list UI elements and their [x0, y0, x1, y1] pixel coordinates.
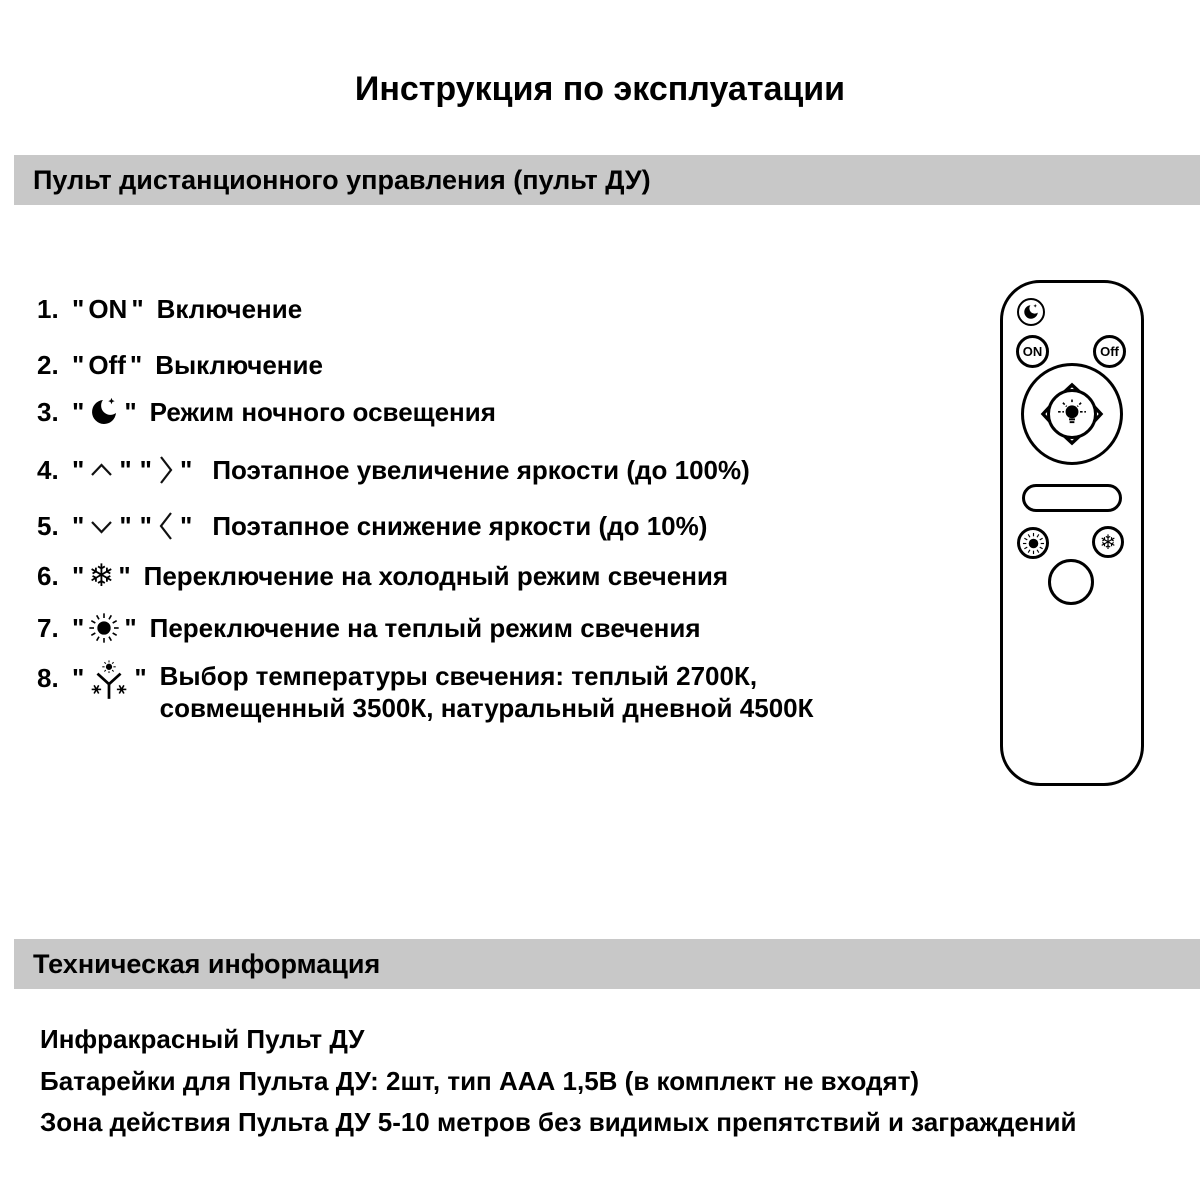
list-item-number: 2.	[37, 349, 59, 380]
quote-mark: "	[72, 612, 85, 643]
chevron-up-icon	[88, 457, 115, 484]
round-button	[1048, 559, 1094, 605]
quote-mark: "	[72, 510, 85, 541]
snowflake-icon: ❄	[1099, 530, 1117, 554]
remote-illustration	[1000, 280, 1144, 786]
quote-mark: "	[139, 510, 152, 541]
tech-line-range: Зона действия Пульта ДУ 5-10 метров без видимых препятствий и заграждений	[40, 1106, 1077, 1137]
list-item-number: 7.	[37, 612, 59, 643]
section-header-tech	[14, 939, 1200, 989]
quote-mark: "	[72, 663, 85, 693]
section-header-tech-label: Техническая информация	[33, 948, 381, 979]
chevron-left-icon	[156, 510, 176, 542]
list-item-text: Режим ночного освещения	[149, 396, 496, 427]
moon-icon	[88, 396, 120, 428]
quote-mark: "	[72, 293, 85, 324]
quote-mark: "	[72, 396, 85, 427]
tech-line-batteries: Батарейки для Пульта ДУ: 2шт, тип ААА 1,5В (в комплект не входят)	[40, 1065, 920, 1096]
chevron-right-icon	[156, 454, 176, 486]
chevron-down-icon	[88, 513, 115, 540]
warm-sun-icon	[1022, 532, 1045, 555]
quote-mark: "	[119, 510, 132, 541]
off-label: Off	[88, 349, 126, 380]
quote-mark: "	[72, 349, 85, 380]
tech-line-ir-remote: Инфракрасный Пульт ДУ	[40, 1023, 365, 1054]
quote-mark: "	[72, 454, 85, 485]
night-mode-button	[1017, 298, 1045, 326]
quote-mark: "	[139, 454, 152, 485]
list-item-text: Поэтапное увеличение яркости (до 100%)	[212, 454, 750, 485]
warm-sun-icon	[88, 612, 120, 644]
pill-button	[1022, 484, 1122, 512]
list-item-temperature-select	[37, 660, 813, 730]
list-item-number: 3.	[37, 396, 59, 427]
on-button-label: ON	[1022, 344, 1043, 359]
list-item-text: Выключение	[155, 349, 323, 380]
list-item-text-line1: Выбор температуры свечения: теплый 2700К,	[159, 661, 758, 691]
quote-mark: "	[129, 349, 143, 380]
off-button	[1093, 335, 1126, 368]
section-header-remote	[14, 155, 1200, 205]
list-item-brightness-up	[37, 452, 750, 488]
quote-mark: "	[179, 510, 193, 541]
list-item-cold-mode	[37, 558, 728, 594]
list-item-number: 4.	[37, 454, 59, 485]
quote-mark: "	[119, 454, 132, 485]
list-item-number: 1.	[37, 293, 59, 324]
list-item-text: Переключение на холодный режим свечения	[143, 560, 729, 591]
light-bulb-icon	[1057, 399, 1087, 429]
quote-mark: "	[124, 396, 137, 427]
on-button	[1016, 335, 1049, 368]
off-button-label: Off	[1100, 344, 1119, 359]
section-header-remote-label: Пульт дистанционного управления (пульт ДУ)	[33, 164, 651, 195]
snowflake-icon: ❄	[88, 557, 115, 594]
list-item-number: 8.	[37, 663, 59, 693]
list-item-number: 5.	[37, 510, 59, 541]
quote-mark: "	[134, 663, 147, 693]
page-title: Инструкция по эксплуатации	[354, 70, 846, 108]
warm-mode-button	[1017, 527, 1049, 559]
on-label: ON	[88, 293, 128, 324]
list-item-on	[37, 291, 302, 327]
dpad-ring	[1021, 363, 1123, 465]
quote-mark: "	[72, 560, 85, 591]
list-item-brightness-down	[37, 508, 707, 544]
cold-mode-button	[1092, 526, 1124, 558]
quote-mark: "	[118, 560, 131, 591]
list-item-night-mode	[37, 394, 496, 430]
moon-icon	[1022, 303, 1040, 321]
list-item-text: Включение	[156, 293, 303, 324]
list-item-off	[37, 347, 323, 383]
quote-mark: "	[179, 454, 193, 485]
list-item-text: Поэтапное снижение яркости (до 10%)	[212, 510, 708, 541]
list-item-number: 6.	[37, 560, 59, 591]
quote-mark: "	[131, 293, 144, 324]
list-item-text-line2: совмещенный 3500К, натуральный дневной 4500К	[159, 693, 814, 723]
list-item-warm-mode	[37, 610, 701, 646]
light-center-button	[1047, 389, 1097, 439]
temperature-select-icon	[88, 660, 130, 702]
quote-mark: "	[124, 612, 137, 643]
list-item-text: Переключение на теплый режим свечения	[149, 612, 701, 643]
